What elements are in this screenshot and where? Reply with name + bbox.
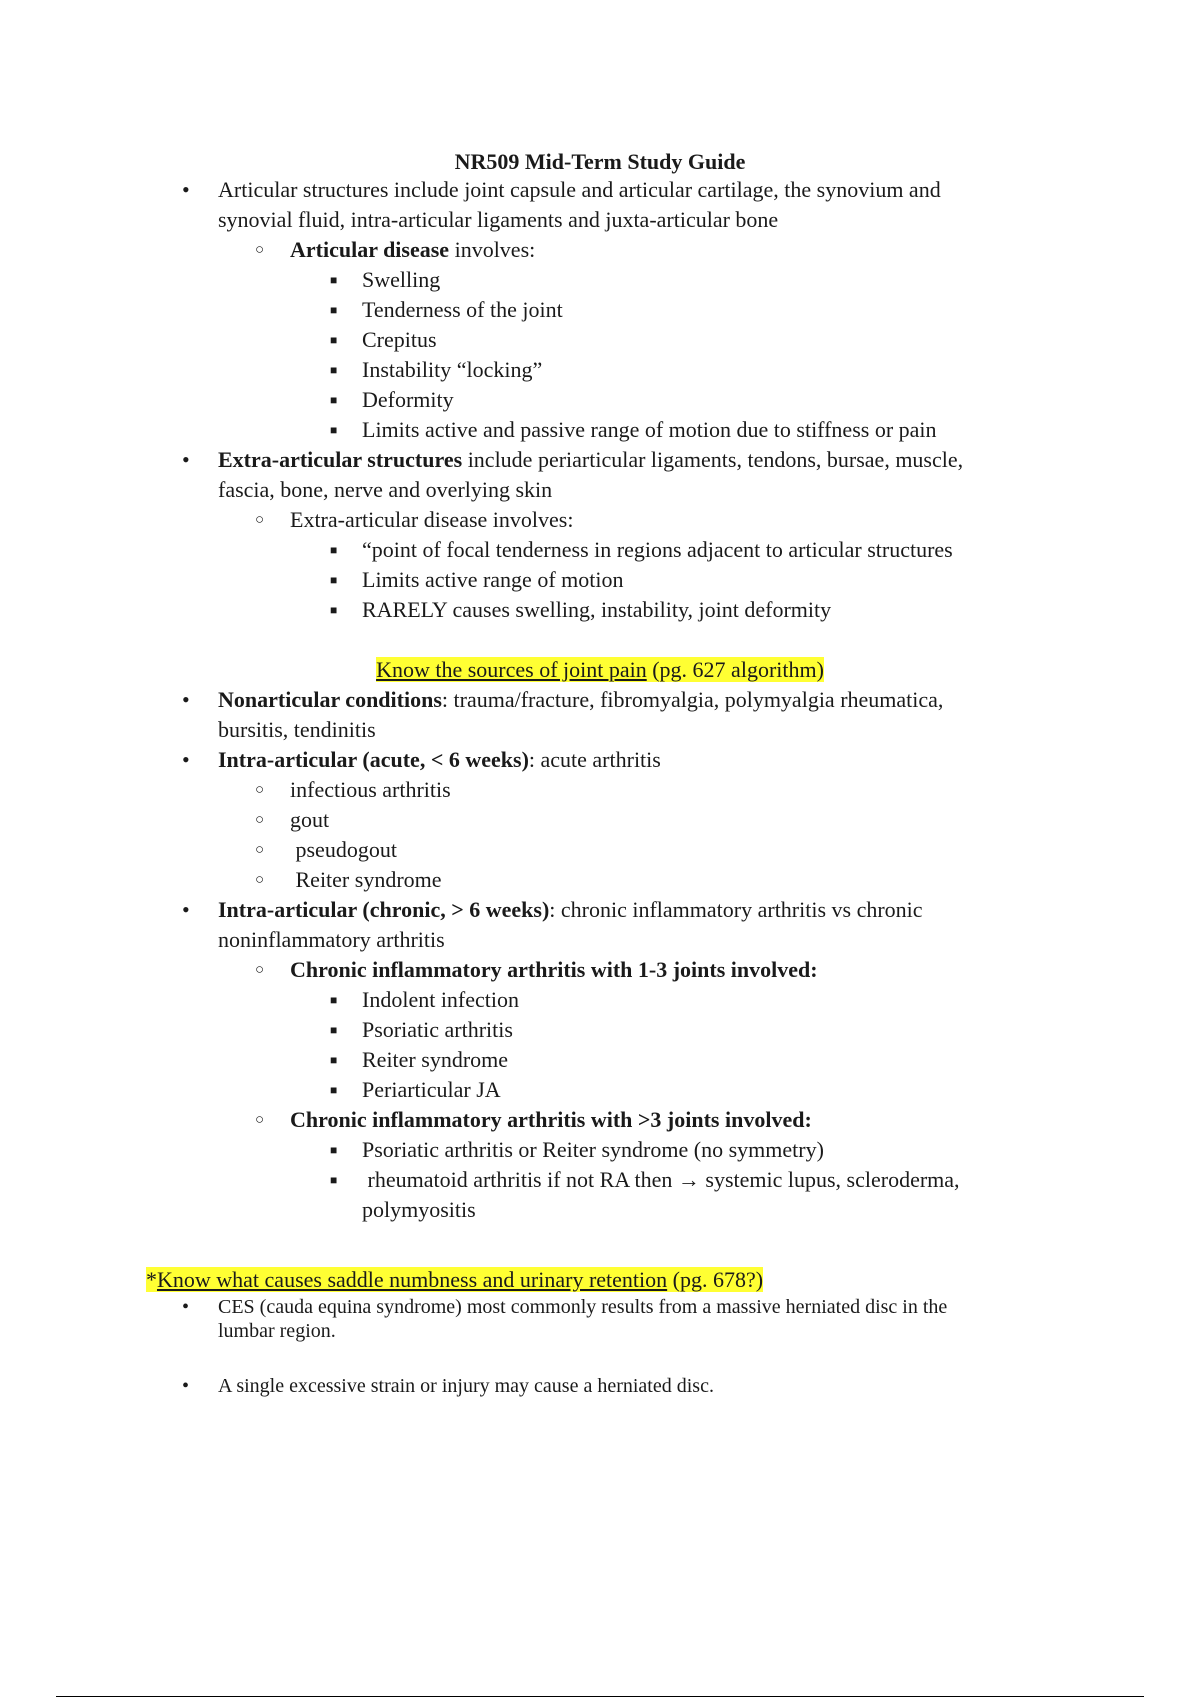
list-item: Psoriatic arthritis or Reiter syndrome (no symmetry) (362, 1137, 824, 1162)
acute-rest: : acute arthritis (528, 747, 661, 772)
sources-highlight (376, 657, 824, 682)
saddle-highlight (146, 1267, 763, 1292)
square-bullet-icon: ■ (330, 1173, 338, 1187)
list-item: Limits active and passive range of motion due to stiffness or pain (362, 417, 937, 442)
ces-line-2: lumbar region. (218, 1320, 336, 1342)
chronic-line-1 (218, 895, 923, 925)
acute-bold: Intra-articular (acute, < 6 weeks) (218, 747, 529, 772)
square-bullet-icon: ■ (330, 273, 338, 287)
square-bullet-icon: ■ (330, 1053, 338, 1067)
circle-bullet-icon: ○ (255, 242, 265, 258)
square-bullet-icon: ■ (330, 573, 338, 587)
articular-disease-rest: involves: (449, 237, 536, 262)
nonarticular-rest: : trauma/fracture, fibromyalgia, polymyalgia rheumatica, (441, 687, 944, 712)
saddle-heading (146, 1265, 763, 1295)
extra-rest: include periarticular ligaments, tendons, bursae, muscle, (462, 447, 964, 472)
square-bullet-icon: ■ (330, 993, 338, 1007)
chronic-bold: Intra-articular (chronic, > 6 weeks) (218, 897, 550, 922)
circle-bullet-icon: ○ (255, 842, 265, 858)
extra-disease-heading: Extra-articular disease involves: (290, 507, 574, 532)
list-item: Psoriatic arthritis (362, 1017, 513, 1042)
list-item: Instability “locking” (362, 357, 543, 382)
articular-line-2: synovial fluid, intra-articular ligaments and juxta-articular bone (218, 207, 779, 232)
square-bullet-icon: ■ (330, 393, 338, 407)
square-bullet-icon: ■ (330, 333, 338, 347)
sources-heading (0, 655, 1200, 685)
saddle-underlined: Know what causes saddle numbness and urinary retention (157, 1267, 668, 1292)
square-bullet-icon: ■ (330, 603, 338, 617)
list-item: Swelling (362, 267, 441, 292)
nonarticular-line-2: bursitis, tendinitis (218, 717, 376, 742)
bullet-icon: • (182, 747, 190, 772)
list-item: Crepitus (362, 327, 437, 352)
bullet-icon: • (182, 897, 190, 922)
articular-line-1: Articular structures include joint capsule and articular cartilage, the synovium and (218, 177, 941, 202)
page-title: NR509 Mid-Term Study Guide (454, 149, 746, 174)
chronic-line-2: noninflammatory arthritis (218, 927, 445, 952)
square-bullet-icon: ■ (330, 543, 338, 557)
bullet-icon: • (182, 447, 190, 472)
extra-line-2: fascia, bone, nerve and overlying skin (218, 477, 553, 502)
circle-bullet-icon: ○ (255, 512, 265, 528)
list-item: infectious arthritis (290, 777, 451, 802)
list-item: Reiter syndrome (362, 1047, 509, 1072)
list-item: “point of focal tenderness in regions adjacent to articular structures (362, 537, 953, 562)
list-item: Deformity (362, 387, 454, 412)
square-bullet-icon: ■ (330, 423, 338, 437)
circle-bullet-icon: ○ (255, 872, 265, 888)
bullet-icon: • (182, 1375, 190, 1397)
list-item: Reiter syndrome (290, 867, 442, 892)
herniated-line: A single excessive strain or injury may cause a herniated disc. (218, 1375, 714, 1397)
list-item: Tenderness of the joint (362, 297, 563, 322)
list-item-continuation: polymyositis (362, 1197, 476, 1222)
page-bottom-rule (56, 1696, 1144, 1697)
circle-bullet-icon: ○ (255, 962, 265, 978)
list-item: Limits active range of motion (362, 567, 624, 592)
chronic-rest: : chronic inflammatory arthritis vs chronic (549, 897, 923, 922)
circle-bullet-icon: ○ (255, 1112, 265, 1128)
extra-line-1 (218, 445, 963, 475)
list-item: Periarticular JA (362, 1077, 501, 1102)
list-item: rheumatoid arthritis if not RA then → systemic lupus, scleroderma, (362, 1167, 960, 1192)
square-bullet-icon: ■ (330, 1143, 338, 1157)
chronic-group1-heading: Chronic inflammatory arthritis with 1-3 joints involved: (290, 957, 818, 982)
saddle-prefix: * (146, 1267, 157, 1292)
saddle-rest: (pg. 678?) (667, 1267, 764, 1292)
articular-disease-heading (290, 235, 535, 265)
bullet-icon: • (182, 1296, 190, 1318)
list-item: gout (290, 807, 330, 832)
square-bullet-icon: ■ (330, 363, 338, 377)
list-item: Indolent infection (362, 987, 520, 1012)
circle-bullet-icon: ○ (255, 812, 265, 828)
circle-bullet-icon: ○ (255, 782, 265, 798)
extra-bold: Extra-articular structures (218, 447, 463, 472)
square-bullet-icon: ■ (330, 303, 338, 317)
chronic-group2-heading: Chronic inflammatory arthritis with >3 joints involved: (290, 1107, 812, 1132)
bullet-icon: • (182, 177, 190, 202)
list-item: pseudogout (290, 837, 397, 862)
acute-line (218, 745, 661, 775)
list-item: RARELY causes swelling, instability, joint deformity (362, 597, 832, 622)
square-bullet-icon: ■ (330, 1083, 338, 1097)
nonarticular-line-1 (218, 685, 943, 715)
articular-disease-bold: Articular disease (290, 237, 450, 262)
square-bullet-icon: ■ (330, 1023, 338, 1037)
nonarticular-bold: Nonarticular conditions (218, 687, 442, 712)
sources-rest: (pg. 627 algorithm) (646, 657, 824, 682)
sources-underlined: Know the sources of joint pain (376, 657, 647, 682)
ces-line-1: CES (cauda equina syndrome) most commonly results from a massive herniated disc in the (218, 1296, 948, 1318)
bullet-icon: • (182, 687, 190, 712)
